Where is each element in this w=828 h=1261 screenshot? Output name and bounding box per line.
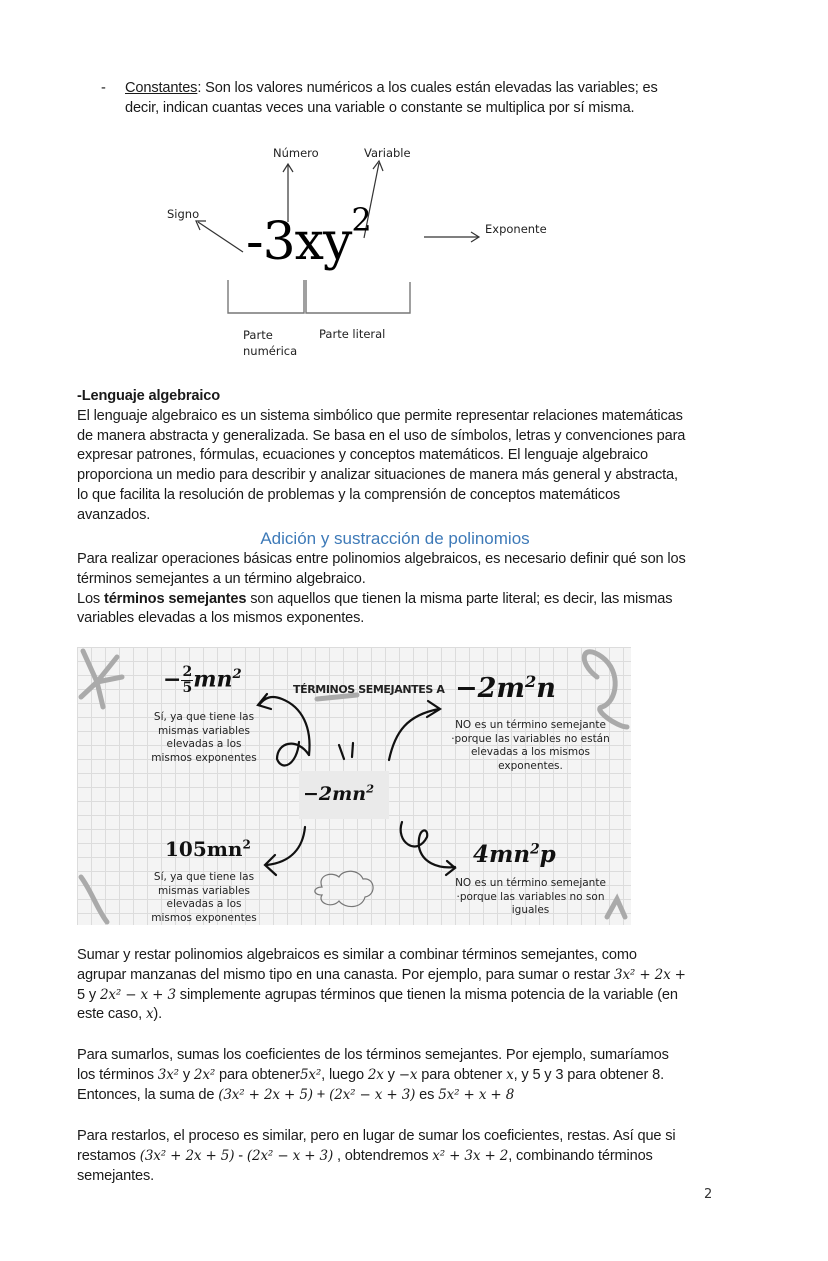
lenguaje-heading: -Lenguaje algebraico (77, 388, 220, 404)
section-title: Adición y sustracción de polinomios (260, 529, 530, 548)
bullet-dash: - (101, 80, 106, 96)
paragraph-restarlos: Para restarlos, el proceso es similar, pero en lugar de sumar los coeficientes, restas. Así que si restamos (3x² + 2x + 5) - (2x² − x + 3) , obtendremos x² + 3x + 2, combinando términos semejantes. (77, 1128, 676, 1184)
term-anatomy-diagram (160, 140, 560, 370)
lenguaje-line: de manera abstracta y generalizada. Se basa en el uso de símbolos, letras y convenciones para (77, 427, 686, 444)
lenguaje-line: avanzados. (77, 506, 151, 523)
terminos-definition: Los términos semejantes son aquellos que tienen la misma parte literal; es decir, las mismas (77, 590, 673, 607)
page-number: 2 (704, 1187, 713, 1202)
like-terms-infographic (77, 647, 631, 925)
infographic-title: TÉRMINOS SEMEJANTES A (293, 683, 445, 696)
label-exponente: Exponente (485, 222, 547, 236)
term-bottom-right: $4mn^2p$ (473, 841, 556, 868)
example-term: $-3xy^2$ (246, 201, 371, 272)
note-top-right: NO es un término semejante ·porque las variables no están elevadas a los mismos exponentes. (451, 719, 610, 772)
label-numero: Número (273, 146, 319, 160)
label-signo: Signo (167, 207, 200, 221)
lenguaje-line: lo que facilita la resolución de problemas y la comprensión de conceptos matemáticos (77, 486, 621, 503)
term-bottom-left: $105mn^2$ (165, 837, 251, 861)
label-parte-literal: Parte literal (319, 327, 386, 341)
lenguaje-line: expresar patrones, fórmulas, ecuaciones y conceptos matemáticos. El lenguaje algebraico (77, 447, 649, 464)
note-bottom-right: NO es un término semejante ·porque las variables no son iguales (455, 877, 606, 916)
lenguaje-line: proporciona un medio para describir y analizar situaciones de manera más general y abstracta, (77, 467, 678, 484)
terminos-intro: Para realizar operaciones básicas entre polinomios algebraicos, es necesario definir qué son los términos semejantes a un término algebraico. Los términos semejantes son aquellos que tienen la misma parte literal; es decir, las mismas variables elevadas a los mismos exponentes. (77, 550, 757, 629)
paragraph-sumar-restar: Sumar y restar polinomios algebraicos es similar a combinar términos semejantes, como agrupar manzanas del mismo tipo en una canasta. Por ejemplo, para sumar o restar 3x² + 2x + 5 y 2x² − x + 3 simplemente agrupas términos que tienen la misma potencia de la variable (en este caso, x). (77, 947, 686, 1023)
term-top-left: − $\frac{2}{5}$ $mn^2$ (163, 664, 242, 696)
lenguaje-line: El lenguaje algebraico es un sistema simbólico que permite representar relaciones matemáticas (77, 407, 683, 424)
note-top-left: Sí, ya que tiene las mismas variables elevadas a los mismos exponentes (151, 711, 257, 764)
term-top-right: $-2m^2n$ (455, 672, 556, 704)
label-variable: Variable (364, 146, 411, 160)
constantes-term: Constantes (125, 80, 198, 96)
center-term: $-2mn^2$ (303, 781, 374, 805)
label-parte-numerica: Parte numérica (243, 328, 298, 358)
paragraph-sumarlos: Para sumarlos, sumas los coeficientes de los términos semejantes. Por ejemplo, sumaríamos los términos 3x² y 2x² para obtener5x², luego 2x y −x para obtener x, y 5 y 3 para obtener 8. Entonces, la suma de (3x² + 2x + 5) + (2x² − x + 3) es 5x² + x + 8 (77, 1047, 669, 1103)
lenguaje-section (77, 387, 757, 526)
note-bottom-left: Sí, ya que tiene las mismas variables elevadas a los mismos exponentes (151, 871, 257, 924)
constantes-definition: Constantes: Son los valores numéricos a los cuales están elevadas las variables; es decir, indican cuantas veces una variable o constante se multiplica por sí misma. (125, 80, 658, 116)
